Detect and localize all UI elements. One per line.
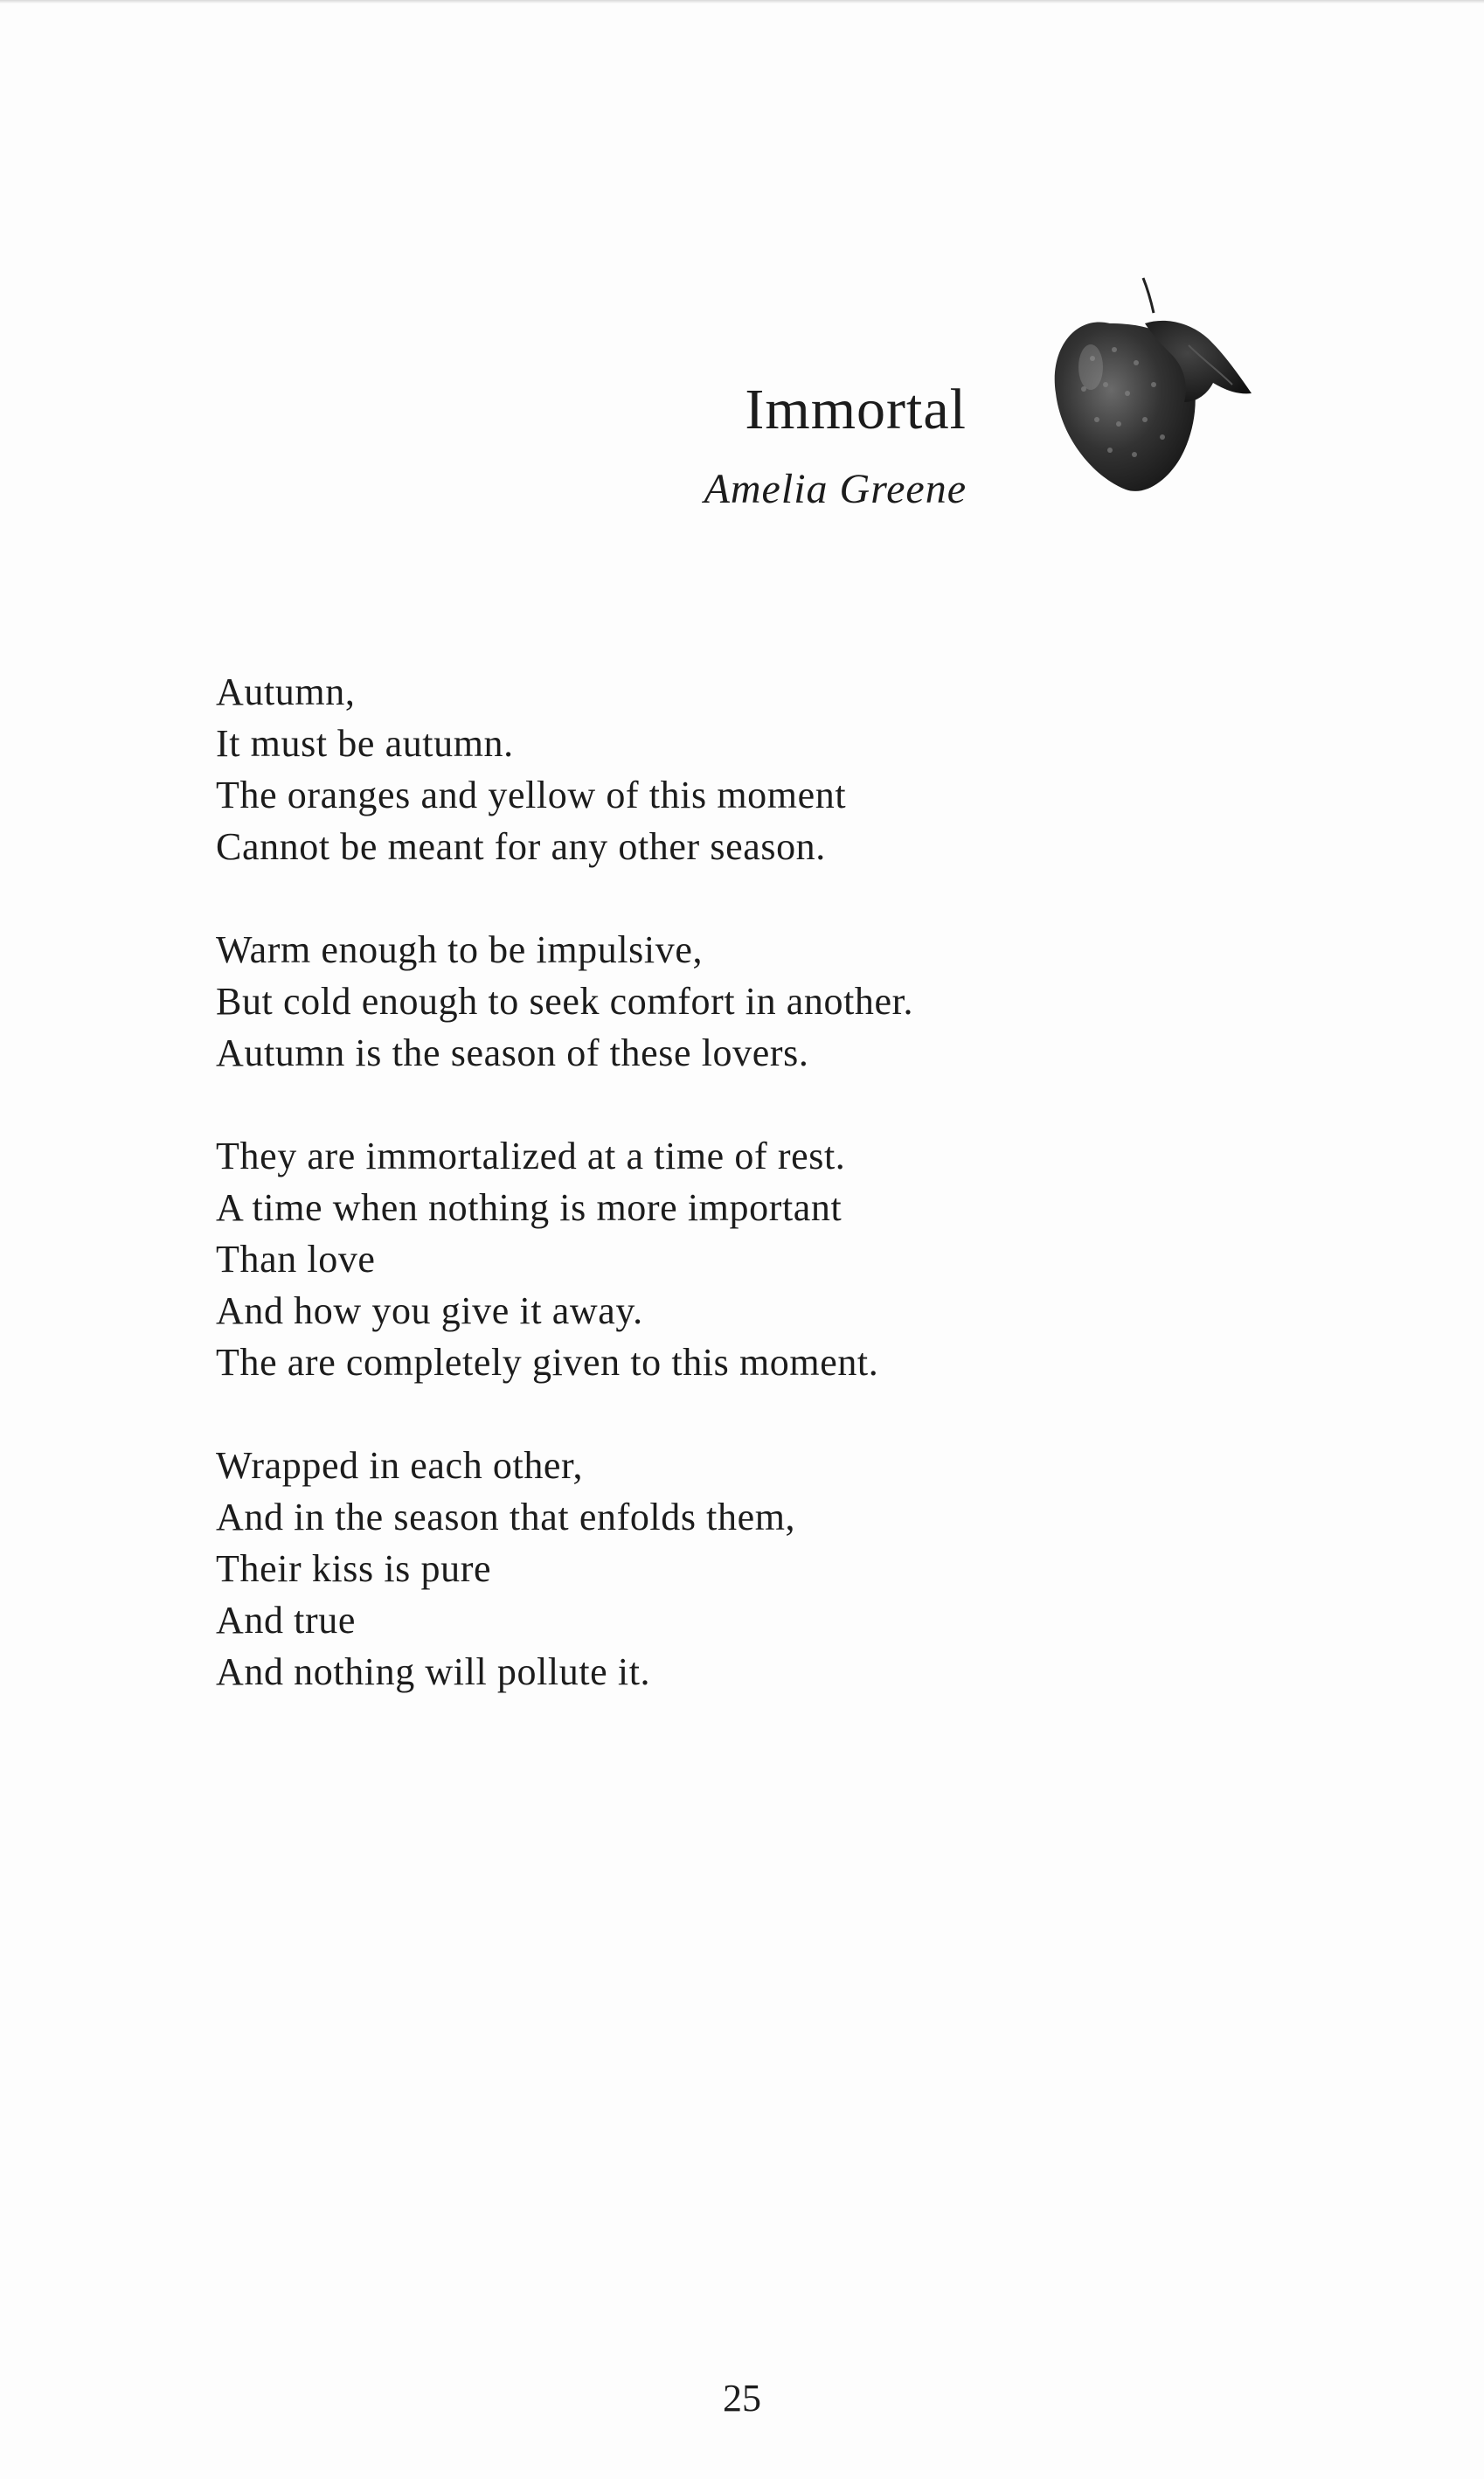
page-top-edge	[0, 0, 1484, 3]
poem-stanza	[216, 1440, 913, 1698]
page-number: 25	[723, 2377, 761, 2420]
poem-line: And nothing will pollute it.	[216, 1650, 651, 1693]
poem-line: Cannot be meant for any other season.	[216, 825, 826, 868]
poem-line: The are completely given to this moment.	[216, 1341, 879, 1384]
poem-line: But cold enough to seek comfort in another.	[216, 980, 914, 1023]
poem-line: Their kiss is pure	[216, 1547, 492, 1590]
poem-author: Amelia Greene	[704, 466, 967, 512]
poem-line: The oranges and yellow of this moment	[216, 774, 847, 816]
poem-line: Than love	[216, 1238, 376, 1281]
poem-line: Warm enough to be impulsive,	[216, 928, 704, 971]
poem-stanza	[216, 1130, 913, 1388]
poem-title: Immortal	[745, 378, 967, 441]
poem-line: Wrapped in each other,	[216, 1444, 584, 1487]
strawberry-icon	[1014, 262, 1276, 524]
poem-line: They are immortalized at a time of rest.	[216, 1135, 846, 1177]
poem-line: And true	[216, 1599, 356, 1642]
poem-body	[216, 666, 913, 1749]
poem-line: And how you give it away.	[216, 1289, 643, 1332]
poem-line: Autumn,	[216, 670, 356, 713]
poem-stanza	[216, 666, 913, 872]
poem-line: A time when nothing is more important	[216, 1186, 843, 1229]
poem-line: Autumn is the season of these lovers.	[216, 1031, 809, 1074]
poem-line: And in the season that enfolds them,	[216, 1496, 796, 1538]
poem-line: It must be autumn.	[216, 722, 514, 765]
poem-stanza	[216, 924, 913, 1079]
